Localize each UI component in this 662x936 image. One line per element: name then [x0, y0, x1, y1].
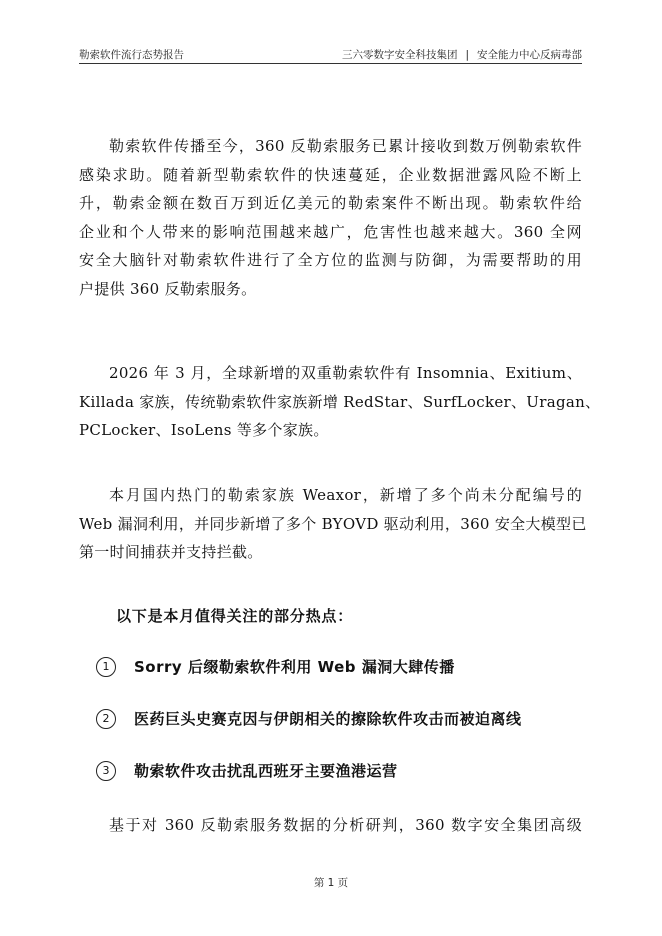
paragraph-line: 企业和个人带来的影响范围越来越广，危害性也越来越大。360 全网 [79, 222, 582, 241]
intro-paragraph [79, 132, 582, 303]
paragraph-line: Web 漏洞利用，并同步新增了多个 BYOVD 驱动利用，360 安全大模型已 [79, 514, 587, 533]
circled-number: 2 [96, 709, 116, 729]
page-header [79, 41, 582, 64]
hotspot-text: Sorry 后缀勒索软件利用 Web 漏洞大肆传播 [134, 658, 455, 676]
hotspot-text: 医药巨头史赛克因与伊朗相关的擦除软件攻击而被迫离线 [134, 710, 522, 728]
paragraph-line: 感染求助。随着新型勒索软件的快速蔓延，企业数据泄露风险不断上 [79, 165, 582, 184]
hotspot-item [96, 760, 398, 784]
hotspots-heading: 以下是本月值得关注的部分热点： [116, 607, 354, 625]
domestic-trend-paragraph [79, 481, 587, 567]
paragraph-line: 勒索软件传播至今，360 反勒索服务已累计接收到数万例勒索软件 [109, 137, 582, 155]
paragraph-line: 户提供 360 反勒索服务。 [79, 279, 257, 298]
hotspot-item [96, 656, 455, 680]
paragraph-line: 升，勒索金额在数百万到近亿美元的勒索案件不断出现。勒索软件给 [79, 194, 582, 212]
circled-number: 1 [96, 657, 116, 677]
paragraph-line: 安全大脑针对勒索软件进行了全方位的监测与防御，为需要帮助的用 [79, 251, 582, 269]
page-number: 第 1 页 [313, 877, 349, 889]
paragraph-line: 2026 年 3 月，全球新增的双重勒索软件有 Insomnia、Exitium、 [109, 364, 582, 382]
hotspot-item [96, 708, 522, 732]
hotspot-text: 勒索软件攻击扰乱西班牙主要渔港运营 [134, 762, 398, 780]
report-title: 勒索软件流行态势报告 [79, 49, 184, 61]
header-org-info [342, 47, 582, 62]
paragraph-line: 本月国内热门的勒索家族 Weaxor，新增了多个尚未分配编号的 [109, 486, 582, 504]
department-name: 安全能力中心反病毒部 [477, 49, 582, 61]
circled-number: 3 [96, 761, 116, 781]
header-separator: | [465, 49, 469, 61]
global-trend-paragraph [79, 359, 601, 445]
paragraph-line: PCLocker、IsoLens 等多个家族。 [79, 421, 329, 439]
paragraph-line: 第一时间捕获并支持拦截。 [79, 543, 263, 561]
organization-name: 三六零数字安全科技集团 [341, 49, 458, 61]
paragraph-line: 基于对 360 反勒索服务数据的分析研判，360 数字安全集团高级 [109, 816, 582, 834]
analysis-paragraph [79, 811, 582, 840]
paragraph-line: Killada 家族，传统勒索软件家族新增 RedStar、SurfLocker、Uragan、 [79, 392, 601, 411]
